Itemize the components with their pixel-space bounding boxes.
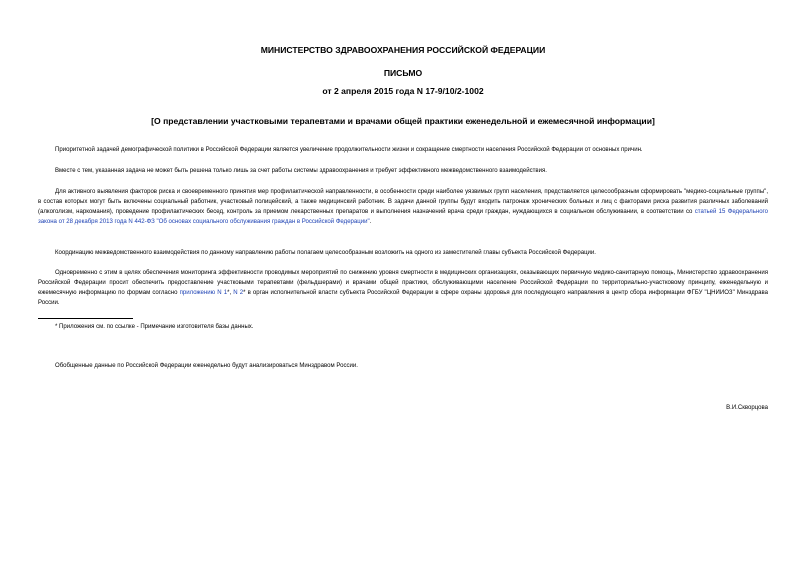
signature: В.И.Скворцова (726, 405, 768, 411)
paragraph-text: * в орган исполнительной власти субъекта Российской Федерации в сфере охраны здоровья для последующего направления в центр сбора информации ФГБУ "ЦНИИОЗ" Минздрава России. (38, 290, 768, 307)
subject-heading: [О представлении участковыми терапевтами и врачами общей практики еженедельной и ежемесячной информации] (151, 116, 655, 126)
appendix-1-link[interactable]: приложению N 1 (179, 290, 228, 297)
paragraph-text: Для активного выявления факторов риска и своевременного принятия мер профилактической направленности, в особенности среди наиболее уязвимых групп населения, представляется целесообразным сформировать "медико-социальные группы", в состав которых могут быть включены социальный работник, участковый полицейский, а также медицинский работник. В задачи данной группы будут входить патронаж хронических больных и лиц с факторами риска развития различных заболеваний (алкоголизм, наркомания), проведение профилактических бесед, контроль за приемом лекарственных препаратов и выполнения назначений врача среди граждан, нуждающихся в социальном обслуживании, в соответствии со (38, 189, 768, 216)
paragraph-interaction: Вместе с тем, указанная задача не может быть решена только лишь за счет работы системы здравоохранения и требует эффективного межведомственного взаимодействия. (55, 168, 547, 174)
footnote-text: * Приложения см. по ссылке - Примечание изготовителя базы данных. (55, 324, 254, 330)
document-page (38, 0, 768, 571)
appendix-2-link[interactable]: N 2 (233, 290, 244, 297)
paragraph-text: *, (227, 290, 234, 297)
footnote-divider (38, 318, 133, 319)
ministry-heading: МИНИСТЕРСТВО ЗДРАВООХРАНЕНИЯ РОССИЙСКОЙ ФЕДЕРАЦИИ (260, 45, 546, 55)
paragraph-medical-social-groups (38, 187, 768, 227)
document-type-heading: ПИСЬМО (383, 68, 423, 78)
paragraph-monitoring (38, 268, 768, 308)
paragraph-text: . (369, 219, 372, 226)
law-article-link[interactable]: статьей 15 Федерального закона от 28 декабря 2013 года N 442-ФЗ "Об основах социального обслуживания граждан в Российской Федерации" (38, 209, 768, 226)
paragraph-analysis: Обобщенные данные по Российской Федерации еженедельно будут анализироваться Минздравом России. (55, 363, 358, 369)
paragraph-coordination: Координацию межведомственного взаимодействия по данному направлению работы полагаем целесообразным возложить на одного из заместителей главы субъекта Российской Федерации. (55, 250, 596, 256)
date-number-heading: от 2 апреля 2015 года N 17-9/10/2-1002 (322, 86, 484, 96)
paragraph-priority: Приоритетной задачей демографической политики в Российской Федерации является увеличение продолжительности жизни и сокращение смертности населения Российской Федерации от основных причин. (55, 147, 643, 153)
paragraph-text: Одновременно с этим в целях обеспечения мониторинга эффективности проводимых мероприятий по снижению уровня смертности в медицинских организациях, оказывающих первичную медико-санитарную помощь, Министерство здравоохранения Российской Федерации просит обеспечить предоставление участковыми терапевтами (фельдшерами) и врачами общей практики, обслуживающими население Российской Федерации по территориально-участковому принципу, еженедельную и ежемесячную информацию по формам согласно (38, 270, 768, 297)
